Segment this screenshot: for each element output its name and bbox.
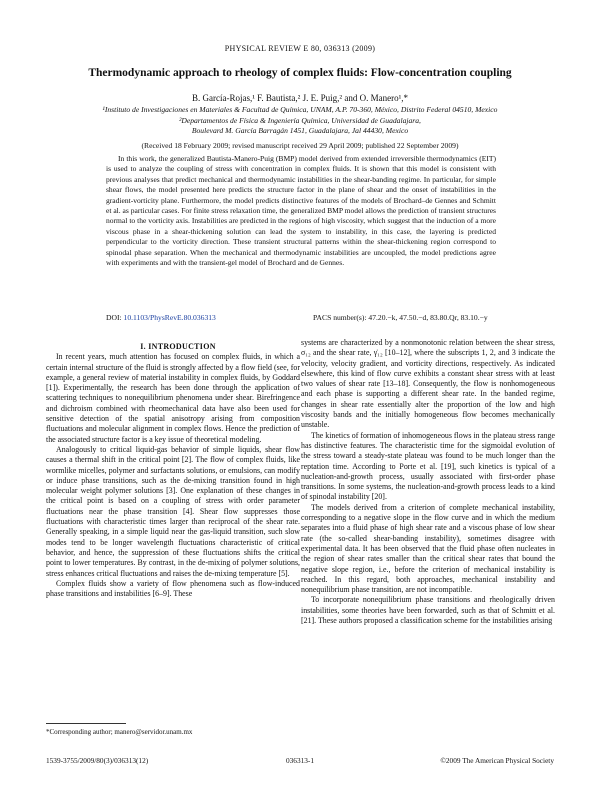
affiliation-1: ¹Instituto de Investigaciones en Materiales & Facultad de Química, UNAM, A.P. 70-360, México, Distrito Federal 04510, Mexico [102,105,498,114]
affiliation-2-address: Boulevard M. García Barragán 1451, Guadalajara, Jal 44430, Mexico [191,126,409,135]
footnote-divider [46,723,126,724]
received-dates: (Received 18 February 2009; revised manuscript received 29 April 2009; published 22 September 2009) [141,141,459,150]
pacs-numbers: PACS number(s): 47.20.−k, 47.50.−d, 83.80.Qr, 83.10.−y [313,313,488,322]
corresponding-author-footnote: *Corresponding author; manero@servidor.unam.mx [46,728,193,736]
doi-label: DOI: [106,313,122,322]
left-column [46,342,300,599]
paper-title: Thermodynamic approach to rheology of complex fluids: Flow-concentration coupling [88,67,512,79]
doi-link[interactable]: 10.1103/PhysRevE.80.036313 [123,313,216,322]
section-heading: I. INTRODUCTION [140,342,216,351]
paragraph: In recent years, much attention has focused on complex fluids, in which a certain internal structure of the fluid is strongly affected by a flow field (see, for example, a general review of material instability in complex fluids, by Goddard [1]). Experimentally, the research has been done through the application of scattering techniques to nonequilibrium phenomena under shear. Birefringence and dichroism combined with rheomechanical data have also been used for sensitive detection of the spatial anisotropy arising from composition fluctuations and molecular alignment in complex flows. Hence the prediction of the associated structure factor is a key issue of theoretical modeling. [46,352,300,444]
footer-copyright: ©2009 The American Physical Society [440,756,554,765]
paragraph: The kinetics of formation of inhomogeneous flows in the plateau stress range has distinctive features. The characteristic time for the sigmoidal evolution of the stress toward a steady-state plateau was found to be much longer than the reptation time. According to Porte et al. [19], such kinetics is typical of a nucleation-and-growth process, usually associated with first-order phase transitions. In some systems, the nucleation-and-growth process leads to a kind of spinodal instability [20]. [301,430,555,502]
paragraph: The models derived from a criterion of complete mechanical instability, corresponding to a negative slope in the flow curve and in which the medium separates into a fluid phase of high shear rate and a viscous phase of low shear rate (the so-called shear-banding instability), sometimes disagree with experimental data. It has been observed that the fluid phase often nucleates in the region of shear rates smaller than the critical shear rates that bound the negative slope region, i.e., before the criterion of mechanical instability is reached. In this regard, both approaches, mechanical instability and nonequilibrium phase transition, are not incompatible. [301,502,555,595]
affiliation-2: ²Departamentos de Física & Ingeniería Química, Universidad de Guadalajara, [179,116,421,125]
paragraph: Complex fluids show a variety of flow phenomena such as flow-induced phase transitions and instabilities [6–9]. These [46,578,300,599]
paragraph: To incorporate nonequilibrium phase transitions and rheologically driven instabilities, some theories have been forwarded, such as that of Schmitt et al. [21]. These authors proposed a classification scheme for the instabilities arising [301,595,555,626]
author-list: B. García-Rojas,¹ F. Bautista,² J. E. Puig,² and O. Manero¹,* [191,93,409,103]
footer-issn: 1539-3755/2009/80(3)/036313(12) [46,756,149,765]
right-column [301,338,555,626]
running-head: PHYSICAL REVIEW E 80, 036313 (2009) [224,44,376,53]
footer-page-number: 036313-1 [286,756,314,765]
paragraph: Analogously to critical liquid-gas behavior of simple liquids, shear flow causes a thermal shift in the critical point [2]. The flow of complex fluids, like wormlike micelles, polymer and surfactants solutions, or emulsions, can modify or induce phase transitions, such as the de-mixing transition found in high molecular weight polymer solutions [3]. One explanation of these changes in the critical point is based on a coupling of stress with order parameter fluctuations near the phase transition [4]. Shear flow suppresses those fluctuations with characteristic times larger than reciprocal of the shear rate. Generally speaking, in a simple liquid near the gas-liquid transition, such slow modes tend to be longer wavelength fluctuations characteristic of critical behavior, and hence, the suppression of these fluctuations shifts the critical point to lower temperatures. By contrast, in the de-mixing of polymer solutions, stress enhances critical fluctuations and raises the de-mixing temperature [5]. [46,444,300,578]
paragraph: systems are characterized by a nonmonotonic relation between the shear stress, σ₁₂ and the shear rate, γ̇₁₂ [10–12], where the subscripts 1, 2, and 3 indicate the velocity, velocity gradient, and vorticity directions, respectively. As indicated elsewhere, this kind of flow curve exhibits a constant shear stress with at least two values of shear rate [13–18]. Consequently, the flow is nonhomogeneous and each phase is supporting a different shear rate. In the banded regime, changes in shear rate essentially alter the proportion of the low and high viscosity bands and the initially homogeneous flow becomes mechanically unstable. [301,338,555,430]
doi-line [106,313,216,322]
abstract: In this work, the generalized Bautista-Manero-Puig (BMP) model derived from extended irreversible thermodynamics (EIT) is used to analyze the coupling of stress with concentration in complex fluids. It is shown that this model is consistent with previous analyses that predict mechanical and thermodynamic instabilities in the shear-banding regime. In particular, for simple shear flows, the model presented here predicts the structure factor in the plane of shear and the onset of instabilities in the gradient-vorticity plane. Furthermore, the model predicts distinctive features of the models of Brochard–de Gennes and Schmitt et al. as particular cases. For finite stress relaxation time, the generalized BMP model allows the prediction of transient structures normal to the vorticity axis. Instabilities are predicted in the regions of high viscosity, which suggest that the induction of a more viscous phase in a shear-thickening solution can lead the system to instability, in this case, the layering is predicted perpendicular to the vorticity direction. These transient structural patterns within the shear-thickening region correspond to spinodal phase separation. When the mechanical and thermodynamic instabilities are uncoupled, the model predictions agree with experiments and with the transient-gel model of Brochard and de Gennes. [106,154,496,268]
